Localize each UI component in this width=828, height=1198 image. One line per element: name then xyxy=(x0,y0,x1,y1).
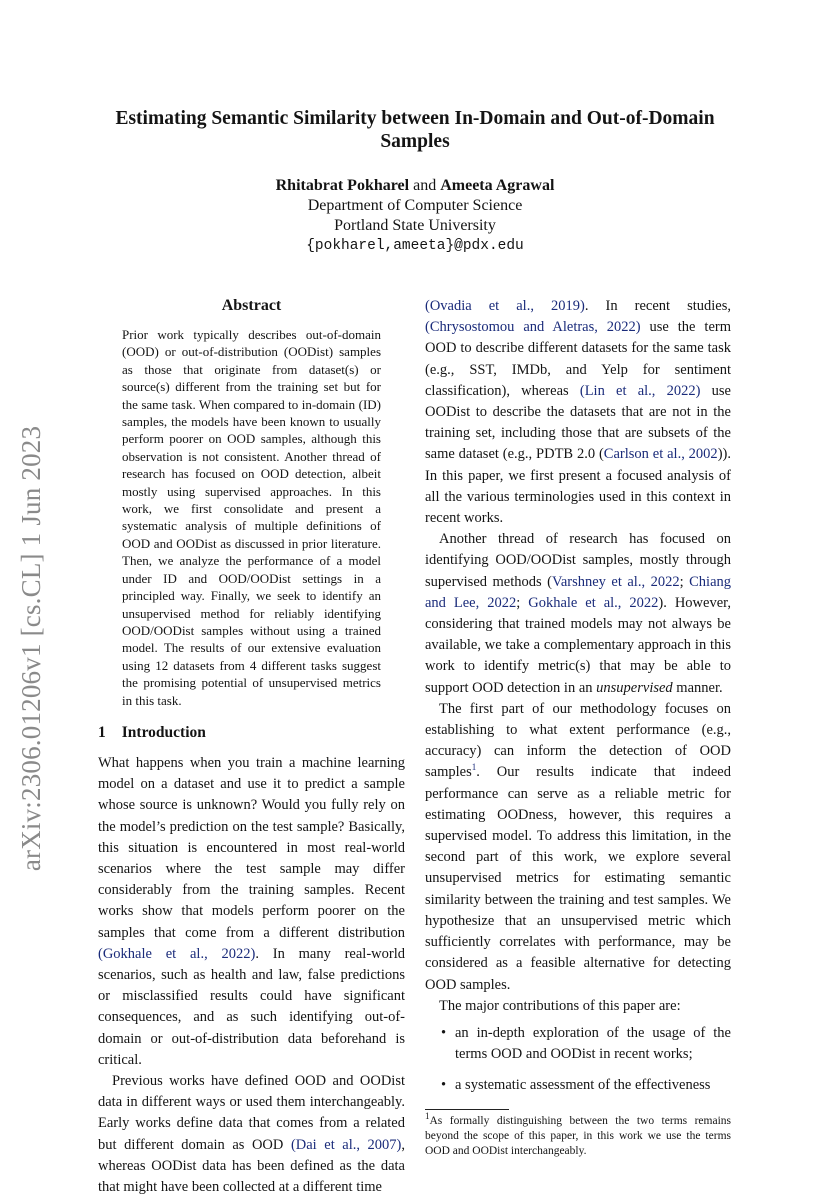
affiliation-department: Department of Computer Science xyxy=(307,197,523,214)
paragraph-text: manner. xyxy=(672,679,723,696)
author-conjunction: and xyxy=(413,177,437,194)
paragraph-text: . In recent studies, xyxy=(584,298,731,314)
intro-paragraph-1 xyxy=(98,753,405,1071)
footnote-number: 1 xyxy=(425,1110,430,1121)
citation-link[interactable]: (Lin et al., 2022) xyxy=(579,382,701,399)
citation-link[interactable]: (Dai et al., 2007) xyxy=(290,1136,402,1153)
paragraph-text: use OODist to describe the datasets that are not in the training set, including those that are subsets of the same dataset (e.g., PDTB 2.0 ( xyxy=(425,382,731,463)
paragraph-text: ; xyxy=(516,594,529,611)
list-item: • a systematic assessment of the effectiveness xyxy=(425,1075,731,1096)
citation-link[interactable]: Carlson et al., 2002 xyxy=(603,446,718,463)
author-names xyxy=(100,176,730,196)
arxiv-identifier-sidebar xyxy=(8,378,56,918)
author-2: Ameeta Agrawal xyxy=(440,177,555,194)
citation-link[interactable]: Gokhale et al., 2022 xyxy=(528,594,659,611)
affiliation-university: Portland State University xyxy=(334,217,496,234)
paragraph-text: The first part of our methodology focuses on establishing to what extent performance (e.g., accuracy) can inform the detection of OOD samples xyxy=(425,700,731,781)
paragraph-text: . Our results indicate that indeed performance can serve as a reliable metric for estimating OODness, however, this requires a supervised model. To address this limitation, in the second part of this work, we explore several unsupervised metrics for estimating semantic similarity between the training and test samples. We hypothesize that an unsupervised metric which sufficiently correlates with performance, may be considered as a feasible alternative for detecting OOD samples. xyxy=(425,764,731,993)
intro-paragraph-2 xyxy=(98,1071,405,1198)
citation-link[interactable]: (Ovadia et al., 2019) xyxy=(425,298,585,314)
footnote-marker[interactable]: 1 xyxy=(471,762,477,773)
paragraph-text: Previous works have defined OOD and OODist data in different ways or used them interchangeably. Early works define data that comes from a related but different domain as OOD xyxy=(98,1072,405,1153)
list-item: • an in-depth exploration of the usage of the terms OOD and OODist in recent works; xyxy=(425,1023,731,1065)
intro-paragraph-5: The major contributions of this paper are: xyxy=(439,997,681,1014)
left-column xyxy=(98,296,405,1198)
paper-title: Estimating Semantic Similarity between In-Domain and Out-of-Domain Samples xyxy=(115,108,715,152)
arxiv-identifier: arXiv:2306.01206v1 [cs.CL] 1 Jun 2023 xyxy=(16,425,47,871)
right-column xyxy=(425,296,731,1159)
section-number: 1 xyxy=(98,723,106,741)
citation-link[interactable]: Varshney et al., 2022 xyxy=(551,573,680,590)
paragraph-text: ; xyxy=(679,573,690,590)
emphasis: unsupervised xyxy=(596,679,673,696)
abstract-text: Prior work typically describes out-of-domain (OOD) or out-of-distribution (OODist) samples as those that originate from dataset(s) or source(s) different from the training set but for the same task. When compared to in-domain (ID) samples, the models have been known to usually perform poorer on OOD samples, although this observation is not consistent. Another thread of research has focused on OOD detection, albeit mostly using supervised approaches. In this work, we first consolidate and present a systematic analysis of multiple definitions of OOD and OODist as discussed in prior literature. Then, we analyze the performance of a model under ID and OOD/OODist settings in a principled way. Finally, we seek to identify an unsupervised method for reliably identifying OOD/OODist samples without using a trained model. The results of our extensive evaluation using 12 datasets from 4 different tasks suggest the promising potential of unsupervised metrics in this task. xyxy=(122,327,381,708)
author-emails: {pokharel,ameeta}@pdx.edu xyxy=(306,238,524,254)
section-title: Introduction xyxy=(121,723,206,741)
paragraph-text: What happens when you train a machine learning model on a dataset and use it to predict a sample whose source is unknown? Would you fully rely on the model’s prediction on the test sample? Basically, this situation is encountered in most real-world scenarios where the test sample may differ considerably from the training samples. Recent works show that models perform poorer on the samples that come from a different distribution xyxy=(98,754,405,941)
intro-paragraph-4 xyxy=(425,699,731,996)
author-1: Rhitabrat Pokharel xyxy=(275,177,410,194)
author-block xyxy=(100,176,730,256)
abstract-heading: Abstract xyxy=(221,297,282,314)
section-heading-introduction xyxy=(98,723,405,743)
footnote-divider xyxy=(425,1109,509,1110)
footnote-text: As formally distinguishing between the two terms remains beyond the scope of this paper, in this work we use the terms OOD and OODist interchangeably. xyxy=(425,1114,731,1157)
intro-paragraph-3 xyxy=(425,529,731,699)
citation-link[interactable]: (Gokhale et al., 2022) xyxy=(98,945,256,962)
contributions-list xyxy=(425,1023,731,1097)
citation-link[interactable]: Chiang and Lee, 2022 xyxy=(425,573,732,611)
paragraph-text: )). In this paper, we first present a focused analysis of all the various terminologies used in this context in recent works. xyxy=(425,446,731,527)
intro-paragraph-2-continued xyxy=(425,296,731,529)
paragraph-text: ). However, considering that trained models may not always be available, we take a complementary approach in this work to identify metric(s) that may be able to support OOD detection in an xyxy=(425,594,732,696)
paragraph-text: use the term OOD to describe different datasets for the same task (e.g., SST, IMDb, and Yelp for sentiment classification), whereas xyxy=(425,319,731,399)
paragraph-text: . In many real-world scenarios, such as health and law, false predictions or misclassified results could have significant consequences, and as such identifying out-of-domain or out-of-distribution data beforehand is critical. xyxy=(98,945,405,1068)
footnote xyxy=(425,1110,731,1159)
paragraph-text: Another thread of research has focused on identifying OOD/OODist samples, mostly through supervised methods ( xyxy=(425,531,731,590)
citation-link[interactable]: (Chrysostomou and Aletras, 2022) xyxy=(425,319,641,336)
paragraph-text: , whereas OODist data has been defined as the data that might have been collected at a different time xyxy=(98,1136,405,1195)
